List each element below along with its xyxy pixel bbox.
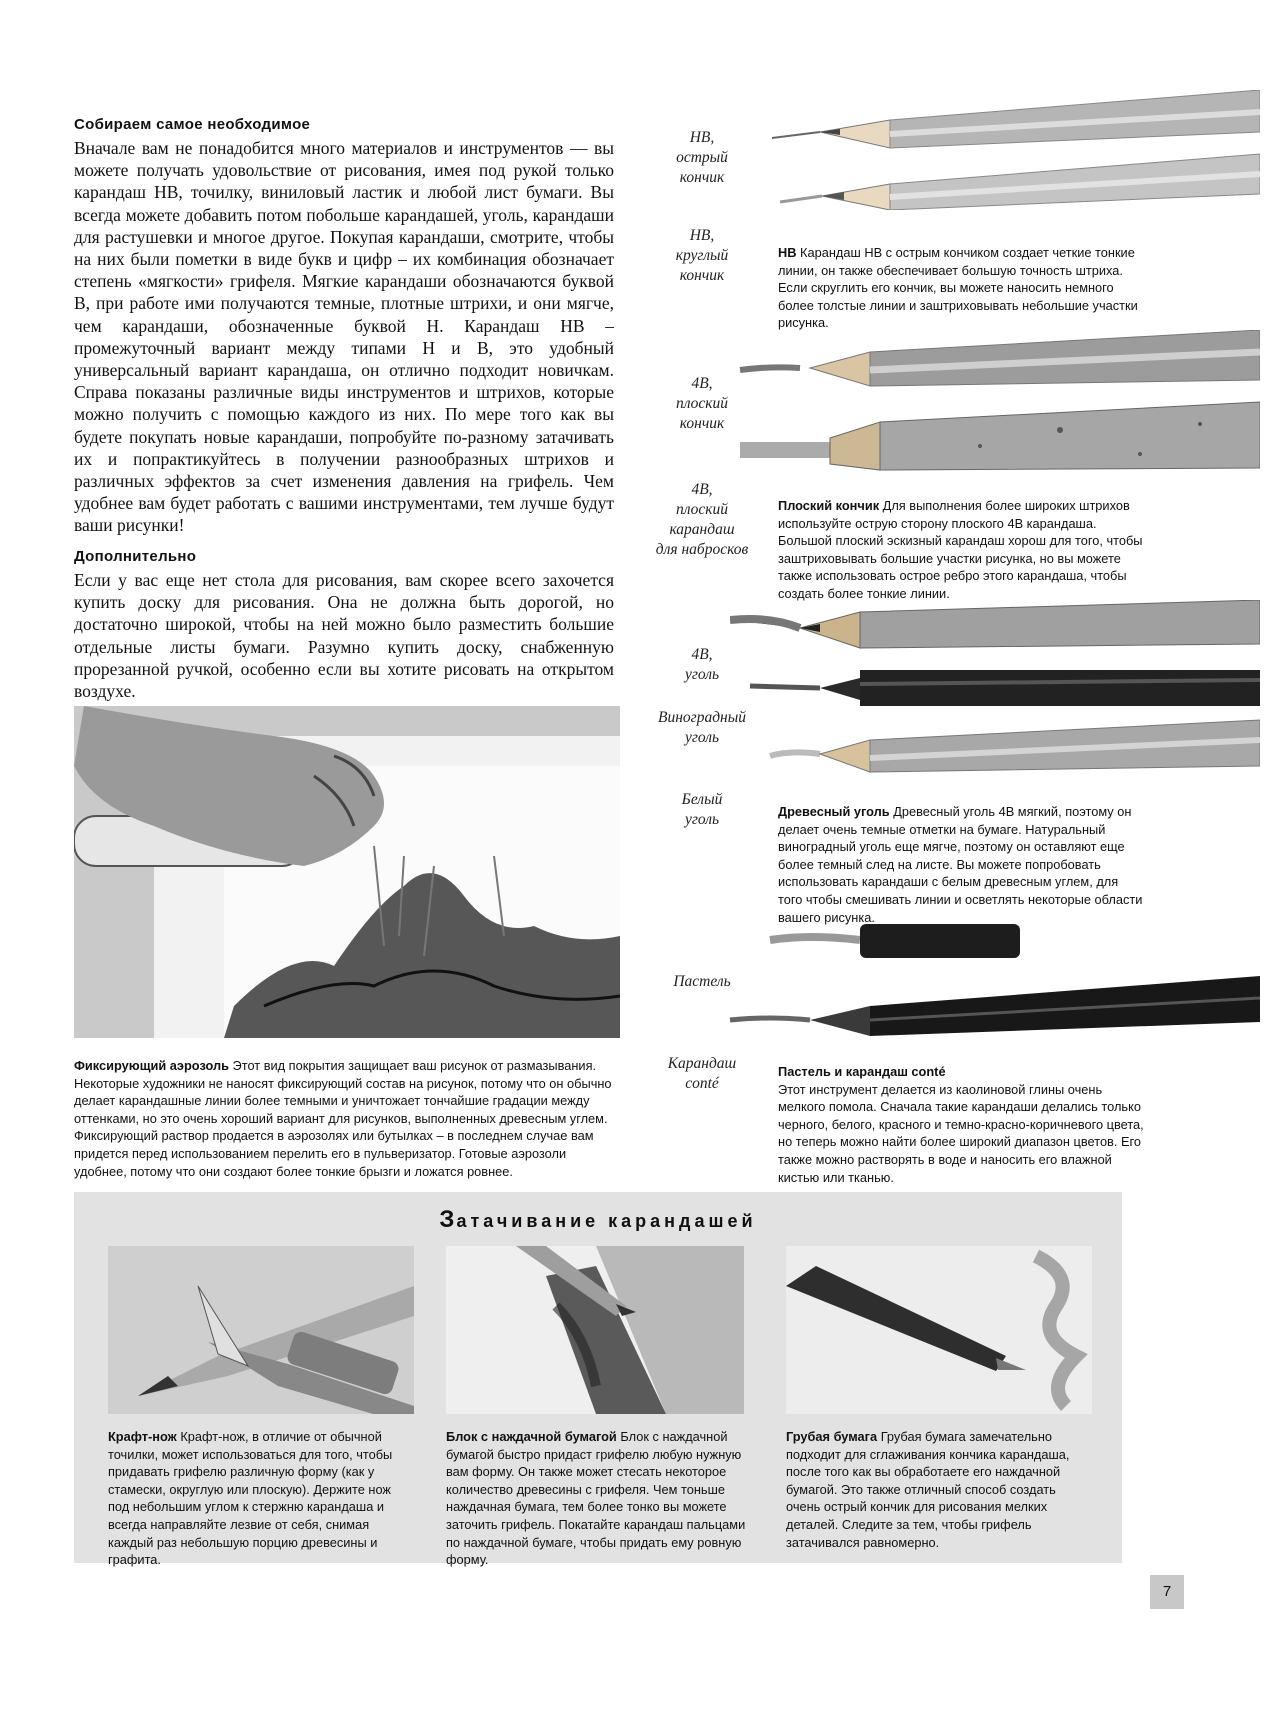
fixative-caption-text: Этот вид покрытия защищает ваш рисунок от размазывания. Некоторые художники не наносят фиксирующий состав на рисунок, потому что он обычно делает карандашные линии более темными и уничтожает тончайшие градации между оттенками, но это очень хороший вариант для рисунков, выполненных древесным углем. Фиксирующий раствор продается в аэрозолях или бутылках – в последнем случае вам придется перед использованием перелить его в пульверизатор. Готовые аэрозоли удобнее, потому что они создают более тонкие брызги и ложатся ровнее. bbox=[74, 1058, 612, 1179]
extra-paragraph: Если у вас еще нет стола для рисования, вам скорее всего захочется купить доску для рисования. Она не должна быть дорогой, но достаточно широкой, чтобы на ней можно было разместить большие отдельные листы бумаги. Разумно купить доску, снабженную прорезанной ручкой, особенно если вы хотите рисовать на открытом воздухе. bbox=[74, 570, 614, 702]
label-hb-round bbox=[650, 226, 754, 286]
fixative-spray-photo bbox=[74, 706, 620, 1038]
label-hb-sharp bbox=[650, 128, 754, 188]
intro-heading: Собираем самое необходимое bbox=[74, 116, 311, 133]
label-line: карандаш bbox=[669, 521, 735, 538]
pastel-caption bbox=[778, 1063, 1146, 1186]
pastel-conte-illustration bbox=[720, 920, 1260, 1050]
rough-paper-caption bbox=[786, 1428, 1092, 1551]
charcoal-pencils-illustration bbox=[730, 600, 1260, 800]
charcoal-caption-title: Древесный уголь bbox=[778, 804, 890, 819]
label-line: для набросков bbox=[655, 541, 749, 558]
label-line: кончик bbox=[679, 267, 725, 284]
sharpening-title-initial: З bbox=[439, 1206, 457, 1233]
hb-pencils-illustration bbox=[760, 90, 1260, 210]
hb-caption bbox=[778, 244, 1146, 332]
sharpening-title bbox=[74, 1206, 1122, 1234]
label-line: Карандаш bbox=[667, 1055, 737, 1072]
craft-knife-caption-text: Крафт-нож, в отличие от обычной точилки, может использоваться для того, чтобы придавать грифелю различную форму (как у стамески, округлую или плоскую). Держите нож под небольшим углом к стержню карандаша и всегда направляйте лезвие от себя, снимая каждый раз небольшую порцию древесины и графита. bbox=[108, 1429, 393, 1568]
label-line: кончик bbox=[679, 169, 725, 186]
sandpaper-caption-text: Блок с наждачной бумагой быстро придаст грифелю любую нужную вам форму. Он также может стесать некоторое количество древесины с грифеля. Чем тоньше наждачная бумага, тем более тонко вы можете заточить грифель. Покатайте карандаш пальцами по наждачной бумаге, чтобы придать ему ровную форму. bbox=[446, 1429, 746, 1568]
label-line: HB, bbox=[689, 227, 715, 244]
flat-caption-text: Для выполнения более широких штрихов используйте острую сторону плоского 4В карандаша. Большой плоский эскизный карандаш хорош для того, чтобы заштриховывать большие участки рисунка, но вы можете также использовать острое ребро этого карандаша, чтобы создать более тонкие линии. bbox=[778, 498, 1143, 601]
hb-caption-title: НВ bbox=[778, 245, 797, 260]
flat-caption-title: Плоский кончик bbox=[778, 498, 880, 513]
label-line: Белый bbox=[681, 791, 723, 808]
label-line: 4B, bbox=[691, 646, 713, 663]
sandpaper-caption bbox=[446, 1428, 752, 1569]
craft-knife-photo bbox=[108, 1246, 414, 1414]
intro-paragraph: Вначале вам не понадобится много материалов и инструментов — вы можете получать удовольствие от рисования, имея под рукой только карандаш НВ, точилку, виниловый ластик и любой лист бумаги. Вы всегда можете добавить потом побольше карандашей, уголь, карандаши для растушевки и многое другое. Покупая карандаши, смотрите, чтобы на них были пометки в виде букв и цифр – их комбинация обозначает степень «мягкости» грифеля. Мягкие карандаши обозначаются буквой В, при работе ими получаются темные, плотные штрихи, и они мягче, чем карандаши, обозначенные буквой Н. Карандаш НВ – промежуточный вариант между типами Н и В, это удобный универсальный вариант карандаша, он отлично подходит новичкам. Справа показаны различные виды инструментов и штрихов, которые можно получить с помощью каждого из них. По мере того как вы будете покупать новые карандаши, попробуйте по-разному затачивать их и попрактикуйтесь в получении разнообразных штрихов и различных эффектов за счет изменения давления на грифель. Чем удобнее вам будет работать с вашими инструментами, тем лучше будут ваши рисунки! bbox=[74, 138, 614, 536]
label-line: уголь bbox=[684, 666, 720, 683]
pastel-caption-title bbox=[778, 1063, 1146, 1081]
label-line: HB, bbox=[689, 129, 715, 146]
label-conte bbox=[650, 1054, 754, 1094]
label-line: 4B, bbox=[691, 375, 713, 392]
label-line: уголь bbox=[684, 729, 720, 746]
sandpaper-caption-title: Блок с наждачной бумагой bbox=[446, 1429, 617, 1444]
label-line: плоский bbox=[675, 501, 729, 518]
label-line: уголь bbox=[684, 811, 720, 828]
4b-flat-pencils-illustration bbox=[730, 330, 1260, 490]
page-number: 7 bbox=[1150, 1575, 1184, 1609]
label-line: conté bbox=[685, 1075, 719, 1092]
label-line: 4B, bbox=[691, 481, 713, 498]
extra-heading: Дополнительно bbox=[74, 548, 197, 565]
label-line: кончик bbox=[679, 415, 725, 432]
label-line: круглый bbox=[675, 247, 729, 264]
charcoal-caption-text: Древесный уголь 4В мягкий, поэтому он делает очень темные отметки на бумаге. Натуральный виноградный уголь еще мягче, поэтому он оставляют еще более темный след на листе. Вы можете попробовать использовать карандаши с белым древесным углем, для того чтобы смешивать линии и осветлять некоторые области вашего рисунка. bbox=[778, 804, 1143, 925]
rough-paper-caption-text: Грубая бумага замечательно подходит для сглаживания кончика карандаша, после того как вы обработаете его наждачной бумагой. Это также отличный способ создать очень острый кончик для рисования мелких деталей. Следите за тем, чтобы грифель затачивался равномерно. bbox=[786, 1429, 1070, 1550]
craft-knife-caption-title: Крафт-нож bbox=[108, 1429, 177, 1444]
hb-caption-text: Карандаш НВ с острым кончиком создает четкие тонкие линии, он также обеспечивает большую точность штриха. Если скруглить его кончик, вы можете наносить немного более толстые линии и заштриховывать небольшие участки рисунка. bbox=[778, 245, 1138, 331]
fixative-caption bbox=[74, 1057, 620, 1180]
label-line: плоский bbox=[675, 395, 729, 412]
sandpaper-block-photo bbox=[446, 1246, 744, 1414]
label-line: Виноградный bbox=[658, 709, 746, 726]
rough-paper-caption-title: Грубая бумага bbox=[786, 1429, 878, 1444]
label-line: острый bbox=[676, 149, 728, 166]
charcoal-caption bbox=[778, 803, 1146, 926]
label-4b-sketch bbox=[640, 480, 764, 560]
fixative-caption-title: Фиксирующий аэрозоль bbox=[74, 1058, 229, 1073]
rough-paper-photo bbox=[786, 1246, 1092, 1414]
pastel-caption-text: Этот инструмент делается из каолиновой глины очень мелкого помола. Сначала такие карандаши делались только черного, белого, красного и темно-красно-коричневого цвета, но теперь можно найти более широкий диапазон цветов. Его также можно растворять в воде и наносить его влажной кистью или тканью. bbox=[778, 1081, 1144, 1185]
sharpening-title-rest: атачивание карандашей bbox=[456, 1211, 757, 1231]
label-line: Пастель bbox=[673, 973, 731, 990]
pastel-caption-title-text: Пастель и карандаш conté bbox=[778, 1064, 946, 1079]
flat-caption bbox=[778, 497, 1146, 603]
craft-knife-caption bbox=[108, 1428, 414, 1569]
